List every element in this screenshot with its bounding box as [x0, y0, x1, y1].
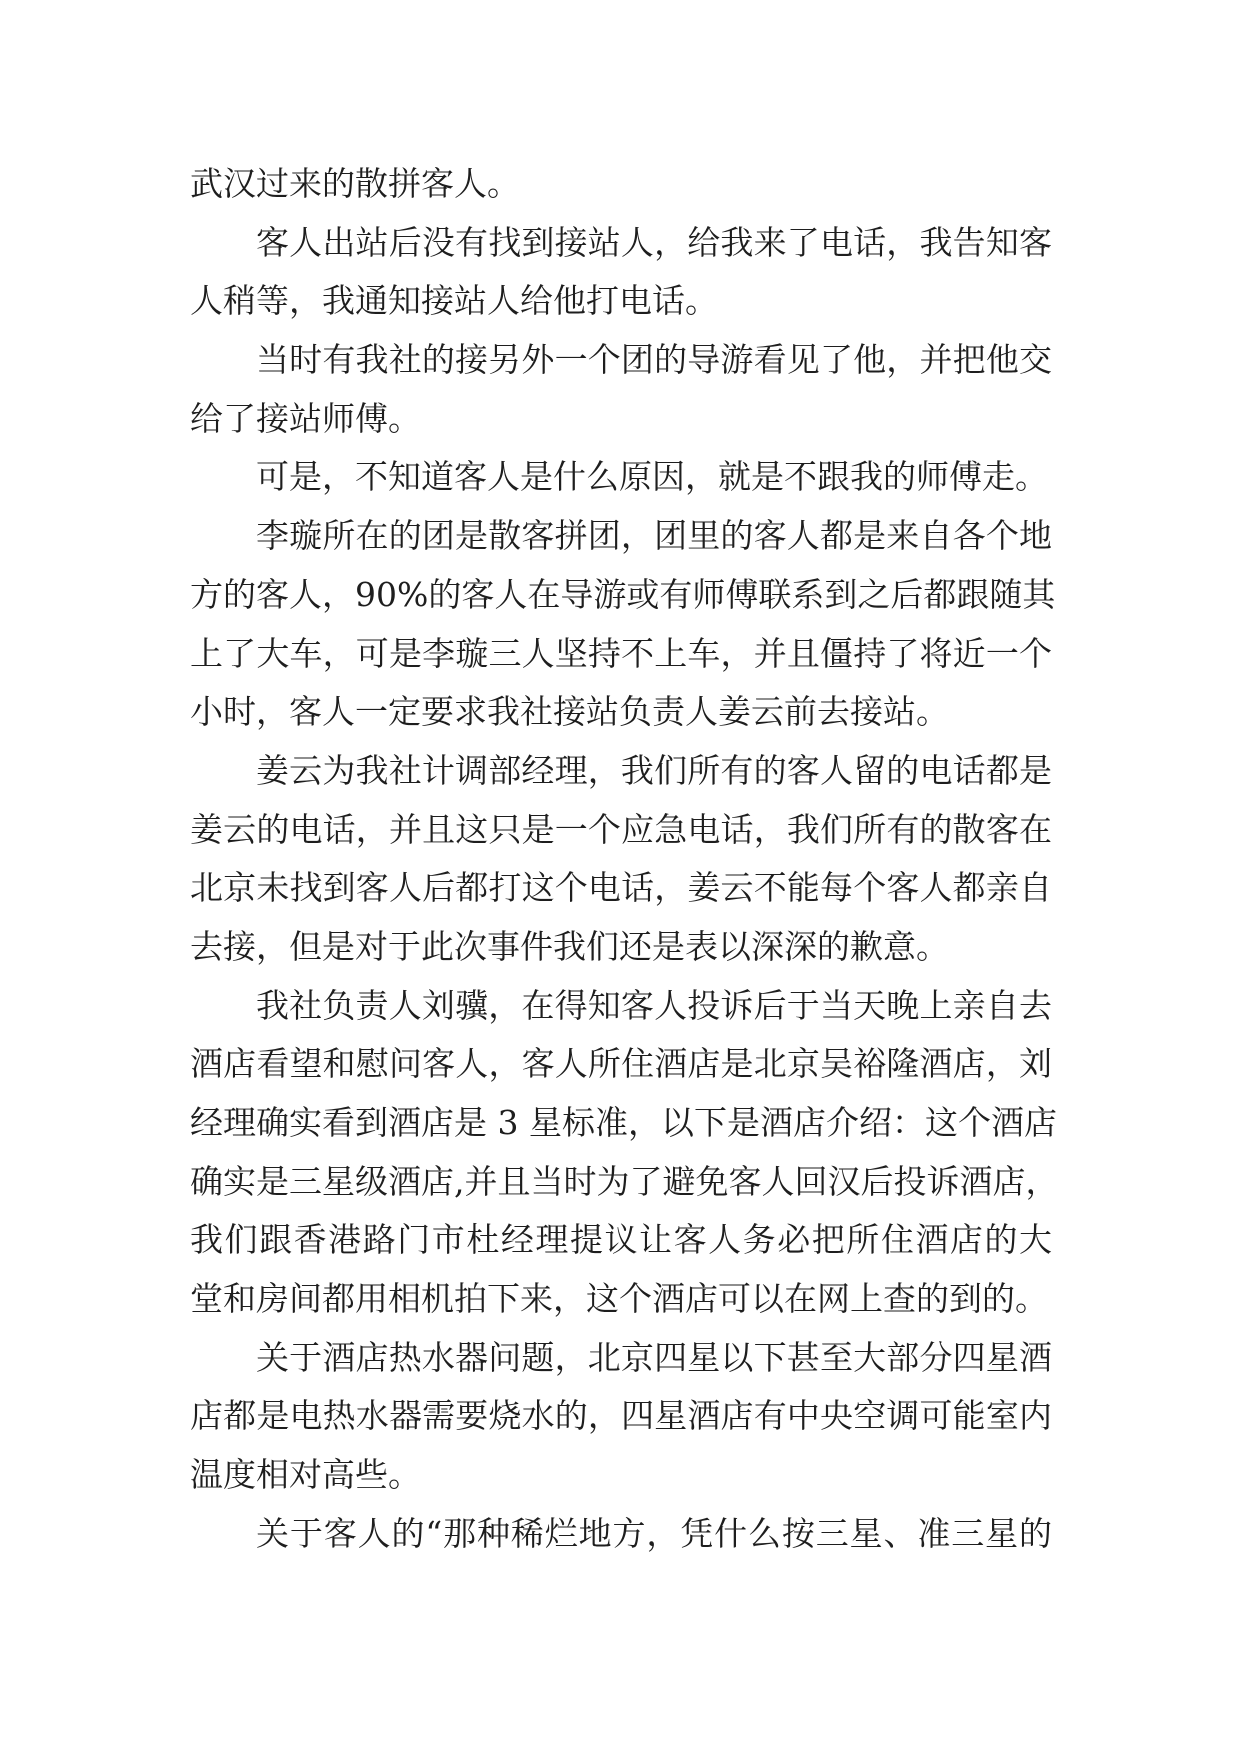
- paragraph: [190, 214, 1052, 331]
- text-line: 确实是三星级酒店,并且当时为了避免客人回汉后投诉酒店，: [190, 1161, 1059, 1201]
- body-text: [190, 155, 1059, 1564]
- text-line: 李璇所在的团是散客拼团，团里的客人都是来自各个地: [256, 516, 1052, 556]
- text-line: 酒店看望和慰问客人，客人所住酒店是北京吴裕隆酒店，刘: [190, 1044, 1052, 1084]
- text-line: 温度相对高些。: [190, 1455, 421, 1495]
- text-line: 方的客人，90%的客人在导游或有师傅联系到之后都跟随其: [190, 574, 1056, 614]
- paragraph: [190, 331, 1052, 448]
- text-line: 姜云为我社计调部经理，我们所有的客人留的电话都是: [256, 750, 1052, 790]
- text-line: 可是，不知道客人是什么原因，就是不跟我的师傅走。: [256, 457, 1048, 497]
- text-line: 堂和房间都用相机拍下来，这个酒店可以在网上查的到的。: [190, 1279, 1048, 1319]
- text-line: 去接，但是对于此次事件我们还是表以深深的歉意。: [190, 926, 949, 966]
- text-line: 关于酒店热水器问题，北京四星以下甚至大部分四星酒: [256, 1337, 1052, 1377]
- text-line: 给了接站师傅。: [190, 398, 421, 438]
- text-line: 姜云的电话，并且这只是一个应急电话，我们所有的散客在: [190, 809, 1052, 849]
- paragraph: [190, 507, 1056, 742]
- text-line: 上了大车，可是李璇三人坚持不上车，并且僵持了将近一个: [190, 633, 1052, 673]
- text-line: 北京未找到客人后都打这个电话，姜云不能每个客人都亲自: [190, 868, 1052, 908]
- paragraph: [190, 1505, 1052, 1564]
- paragraph: [190, 1329, 1052, 1505]
- paragraph: [190, 977, 1059, 1329]
- text-line: 店都是电热水器需要烧水的，四星酒店有中央空调可能室内: [190, 1396, 1052, 1436]
- text-line: 我们跟香港路门市杜经理提议让客人务必把所住酒店的大: [190, 1220, 1052, 1260]
- text-line: 小时，客人一定要求我社接站负责人姜云前去接站。: [190, 692, 949, 732]
- text-line: 经理确实看到酒店是 3 星标准，以下是酒店介绍：这个酒店: [190, 1103, 1057, 1142]
- paragraph: [190, 742, 1052, 977]
- text-line: 当时有我社的接另外一个团的导游看见了他，并把他交: [256, 340, 1052, 380]
- text-line: 我社负责人刘骥，在得知客人投诉后于当天晚上亲自去: [256, 985, 1052, 1025]
- text-line: 人稍等，我通知接站人给他打电话。: [190, 281, 718, 321]
- paragraph: [190, 448, 1052, 507]
- text-line: 关于客人的“那种稀烂地方，凭什么按三星、准三星的: [256, 1513, 1052, 1553]
- text-line: 武汉过来的散拼客人。: [190, 164, 520, 203]
- text-line: 客人出站后没有找到接站人，给我来了电话，我告知客: [256, 222, 1052, 262]
- paragraph: [190, 155, 1052, 214]
